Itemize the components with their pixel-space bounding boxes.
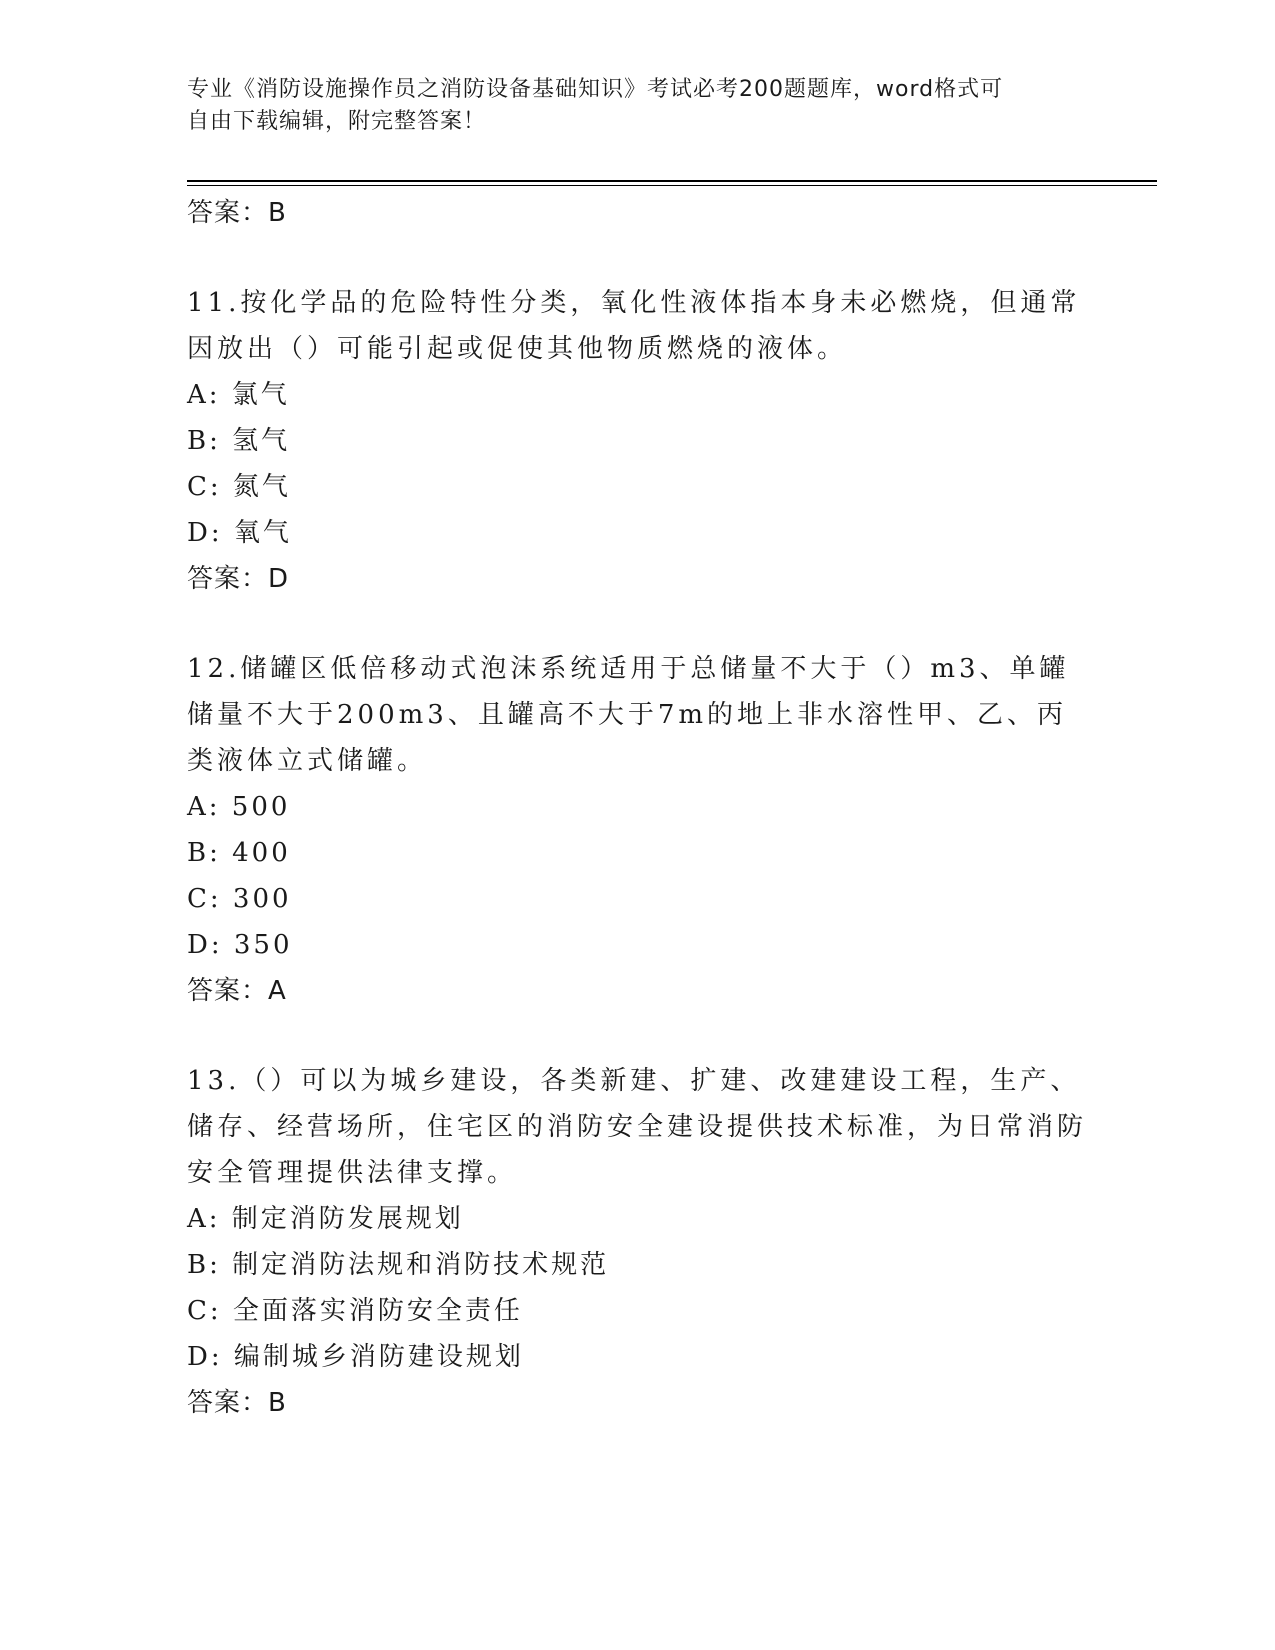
spacer <box>187 236 1087 280</box>
question-list <box>187 190 1087 1426</box>
question-answer: 答案：B <box>187 1388 287 1418</box>
previous-answer: 答案：B <box>187 198 287 228</box>
option-b: B: 制定消防法规和消防技术规范 <box>187 1250 610 1280</box>
question-answer: 答案：D <box>187 564 290 594</box>
header-line-1: 专业《消防设施操作员之消防设备基础知识》考试必考200题题库，word格式可 <box>187 77 1004 102</box>
option-d: D: 编制城乡消防建设规划 <box>187 1342 524 1372</box>
option-a: A: 氯气 <box>187 380 290 410</box>
option-d: D: 氧气 <box>187 518 292 548</box>
option-b: B: 400 <box>187 838 291 868</box>
option-a: A: 制定消防发展规划 <box>187 1204 464 1234</box>
question-text: 12.储罐区低倍移动式泡沫系统适用于总储量不大于（）m3、单罐储量不大于200m3、且罐高不大于7m的地上非水溶性甲、乙、丙类液体立式储罐。 <box>187 654 1070 776</box>
header-rule-thin <box>187 185 1157 186</box>
option-b: B: 氢气 <box>187 426 291 456</box>
document-header <box>187 74 1067 138</box>
question-text: 13.（）可以为城乡建设，各类新建、扩建、改建建设工程，生产、储存、经营场所，住宅区的消防安全建设提供技术标准，为日常消防安全管理提供法律支撑。 <box>187 1066 1088 1188</box>
spacer <box>187 1014 1087 1058</box>
question-answer: 答案：A <box>187 976 287 1006</box>
option-c: C: 300 <box>187 884 292 914</box>
option-d: D: 350 <box>187 930 293 960</box>
question-12 <box>187 646 1087 1014</box>
option-c: C: 氮气 <box>187 472 291 502</box>
option-c: C: 全面落实消防安全责任 <box>187 1296 523 1326</box>
question-11 <box>187 280 1087 602</box>
header-line-2: 自由下载编辑，附完整答案！ <box>187 109 487 134</box>
spacer <box>187 602 1087 646</box>
header-rule-thick <box>187 180 1157 182</box>
option-a: A: 500 <box>187 792 291 822</box>
question-text: 11.按化学品的危险特性分类，氧化性液体指本身未必燃烧，但通常因放出（）可能引起或促使其他物质燃烧的液体。 <box>187 288 1081 364</box>
question-13 <box>187 1058 1087 1426</box>
